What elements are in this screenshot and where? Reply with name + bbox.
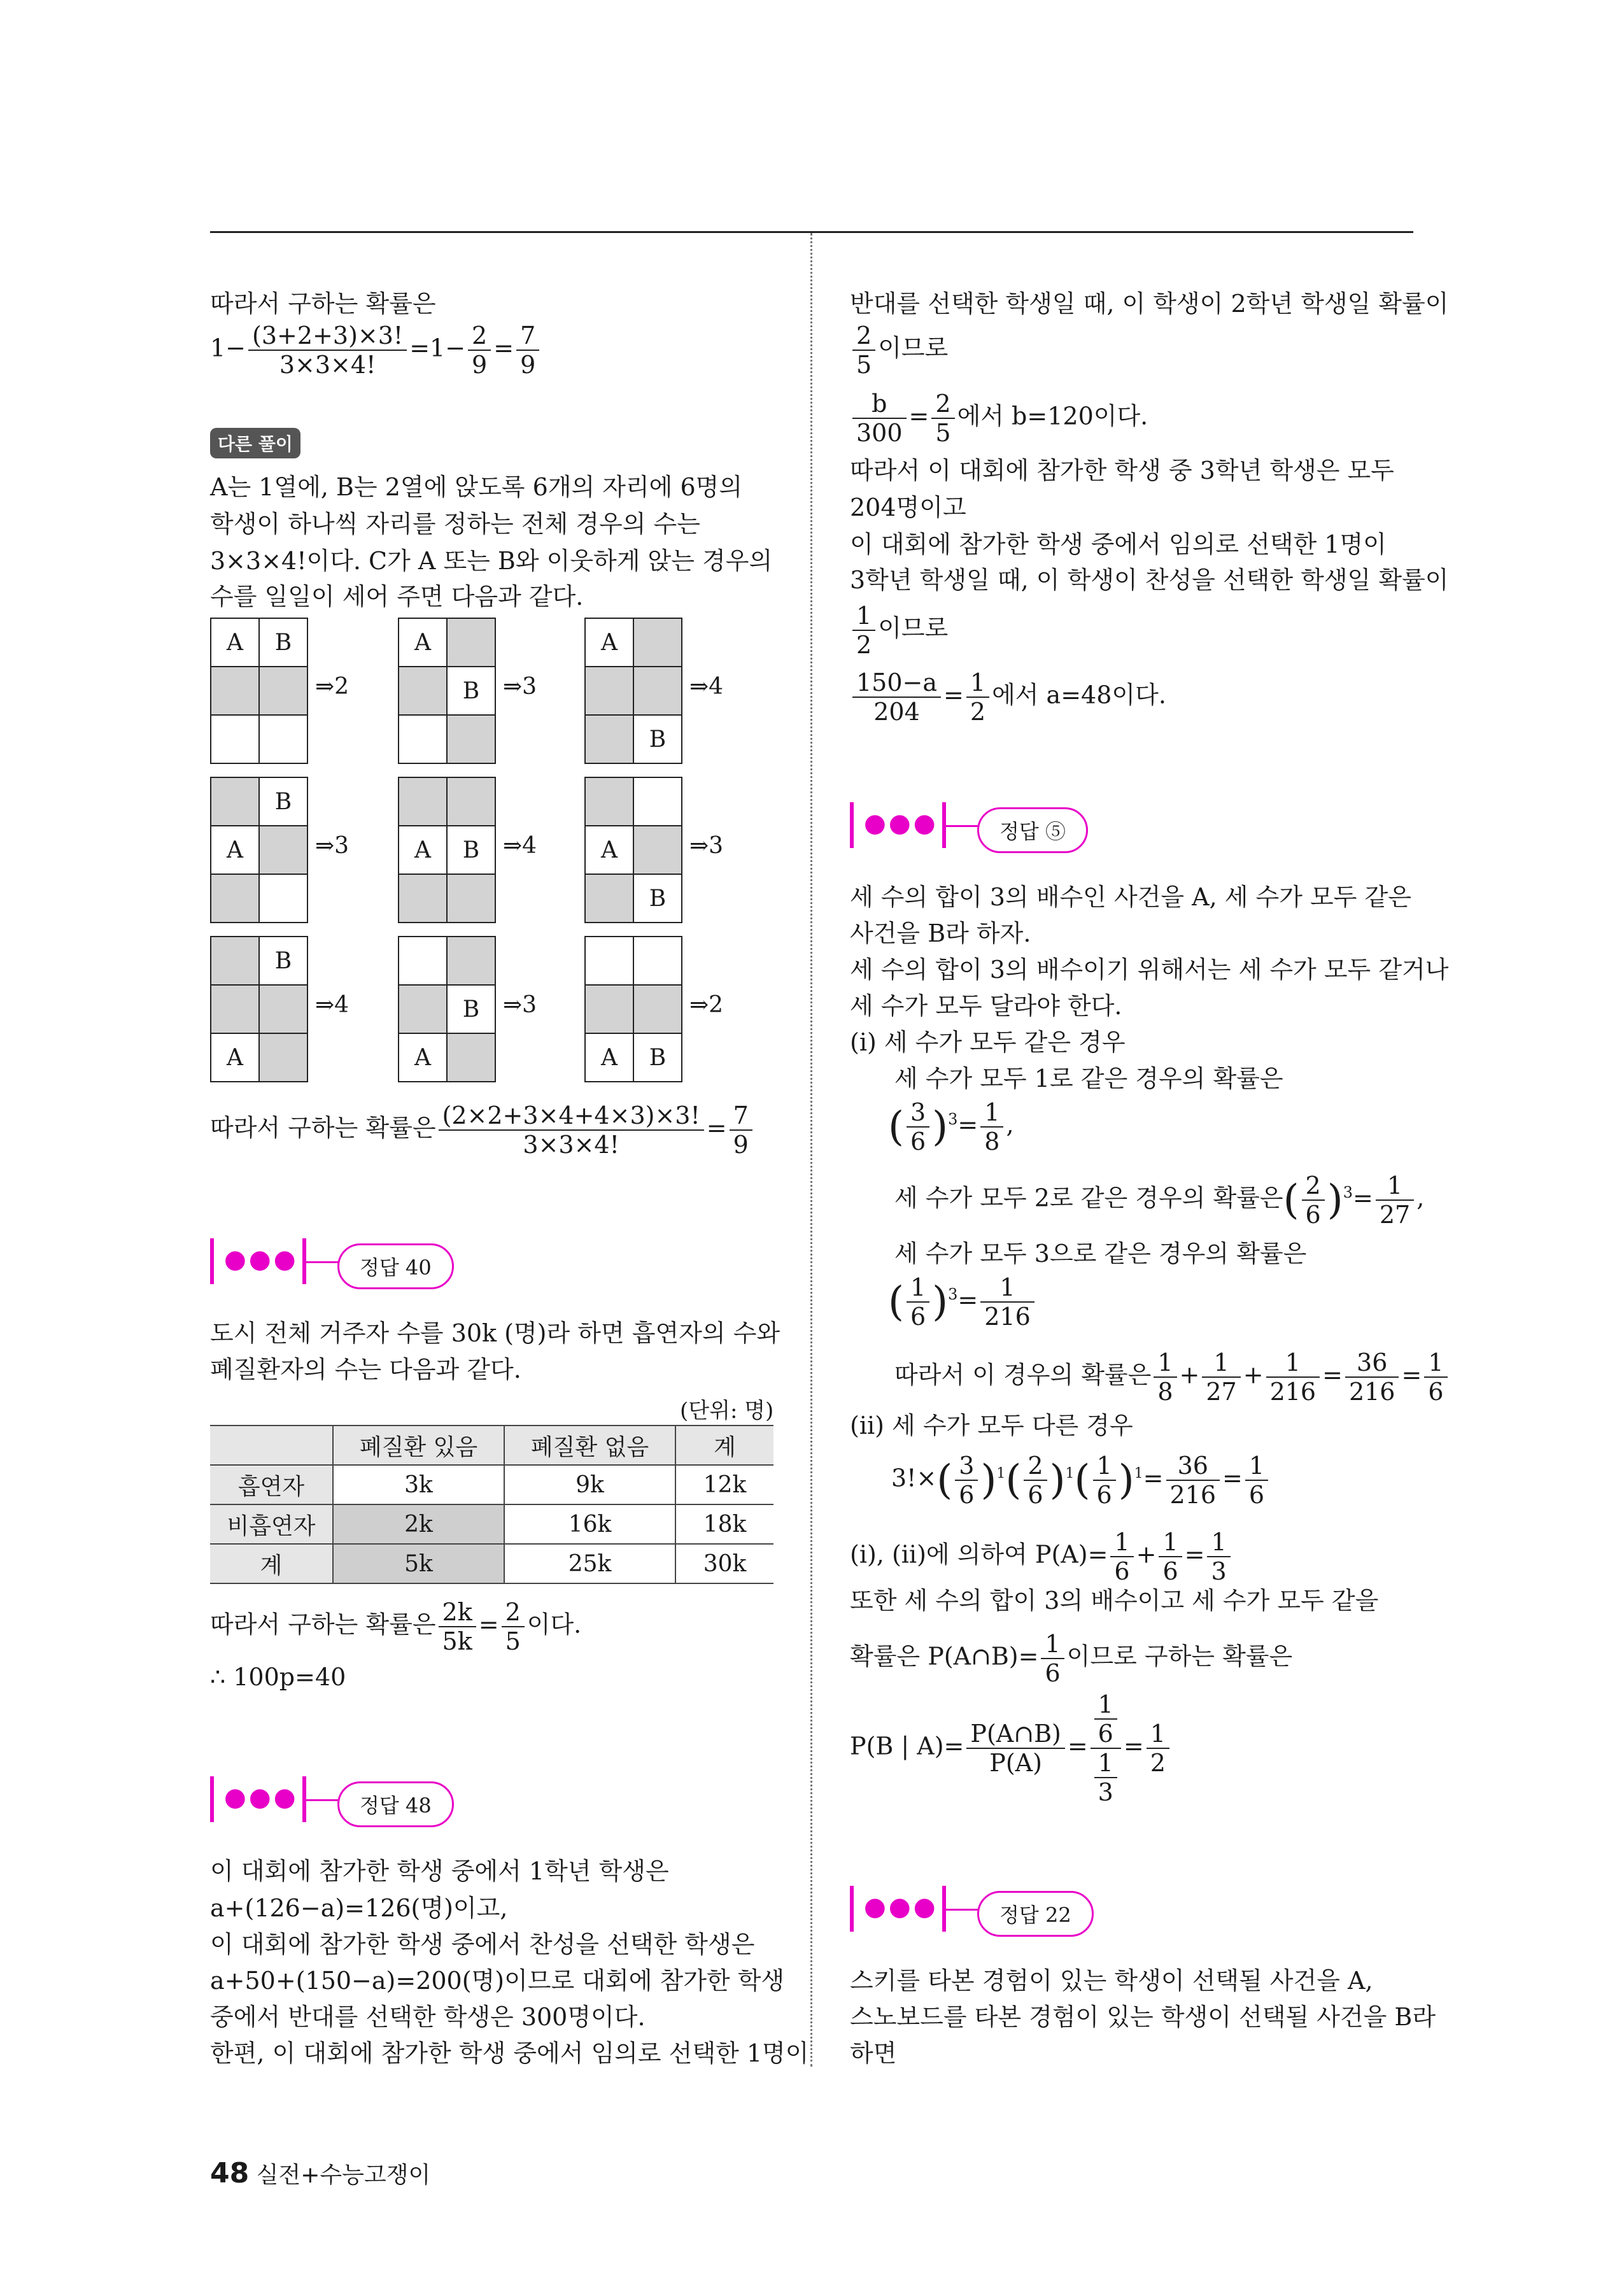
seat-cell: B bbox=[447, 667, 495, 715]
r-frac-3: $\frac{b}{300}$ = $\frac{2}{5}$ 에서 b=120이다. bbox=[850, 390, 1148, 447]
seat-cell bbox=[447, 874, 495, 923]
seat-cell bbox=[211, 777, 259, 826]
table-cell: 9k bbox=[504, 1465, 675, 1504]
seat-cell: A bbox=[399, 618, 447, 667]
seat-cell bbox=[211, 985, 259, 1033]
r-line-4b: 204명이고 bbox=[850, 493, 966, 521]
seat-cell bbox=[259, 826, 307, 874]
formula-3: 따라서 구하는 확률은 $\frac{2k}{5k}$ = $\frac{2}{5}$ 이다. bbox=[210, 1598, 582, 1655]
seat-cell: B bbox=[633, 715, 682, 763]
s5-line-3: 세 수의 합이 3의 배수이기 위해서는 세 수가 모두 같거나 bbox=[850, 956, 1449, 984]
seat-cell bbox=[633, 618, 682, 667]
seat-cell bbox=[585, 715, 633, 763]
seat-cell: A bbox=[211, 618, 259, 667]
seat-cell bbox=[259, 874, 307, 923]
table-cell: 30k bbox=[675, 1544, 773, 1583]
seat-cell bbox=[585, 937, 633, 985]
table-header: 폐질환 없음 bbox=[504, 1426, 675, 1465]
s48-line-6: 한편, 이 대회에 참가한 학생 중에서 임의로 선택한 1명이 bbox=[210, 2039, 809, 2067]
seat-cell bbox=[211, 667, 259, 715]
seat-cell bbox=[585, 874, 633, 923]
seat-cell bbox=[447, 618, 495, 667]
seat-cell bbox=[211, 715, 259, 763]
seat-cell bbox=[399, 667, 447, 715]
r-line-4d: 3학년 학생일 때, 이 학생이 찬성을 선택한 학생일 확률이 bbox=[850, 566, 1449, 594]
seat-cell bbox=[447, 777, 495, 826]
seat-cell bbox=[259, 715, 307, 763]
table-cell: 3k bbox=[333, 1465, 504, 1504]
seat-cell: A bbox=[399, 826, 447, 874]
pa-expr: (ⅰ), (ⅱ)에 의하여 P(A)= $\frac{1}{6}$ + $\frac{1}{6}$ = $\frac{1}{3}$ bbox=[850, 1528, 1233, 1585]
s48-line-2: a+(126−a)=126(명)이고, bbox=[210, 1894, 508, 1922]
seat-cell bbox=[399, 715, 447, 763]
table-row bbox=[210, 1465, 773, 1504]
answer-bar bbox=[210, 1776, 214, 1822]
count-arrow: ⇒2 bbox=[315, 674, 350, 700]
s5-line-4: 세 수가 모두 달라야 한다. bbox=[850, 992, 1122, 1020]
case-1-expr: ( $\frac{3}{6}$ )$^3$= $\frac{1}{8}$ , bbox=[888, 1098, 1014, 1156]
seat-cell: B bbox=[447, 985, 495, 1033]
formula-1: 1− $\frac{(3+2+3)\times 3!}{3\times 3\times 4!}$ =1− $\frac{2}{9}$ = $\frac{7}{9}$ bbox=[210, 322, 542, 379]
seat-cell bbox=[211, 874, 259, 923]
conclusion-40: ∴ 100p=40 bbox=[210, 1663, 346, 1691]
seat-grid bbox=[584, 936, 724, 1082]
row-label: 흡연자 bbox=[210, 1465, 333, 1504]
seat-grid bbox=[398, 618, 537, 764]
seat-cell bbox=[259, 667, 307, 715]
dots-icon: ●●● bbox=[224, 1783, 299, 1812]
seat-grid bbox=[210, 777, 350, 923]
count-arrow: ⇒4 bbox=[689, 674, 724, 700]
conditional-expr: P(B | A)= $\frac{P(A\cap B)}{P(A)}$ = $\frac{\frac{1}{6}}{\frac{1}{3}}$ = $\frac{1}{2}$ bbox=[850, 1690, 1172, 1806]
s5-line-5: (ⅰ) 세 수가 모두 같은 경우 bbox=[850, 1028, 1126, 1056]
case-3-label: 세 수가 모두 3으로 같은 경우의 확률은 bbox=[894, 1240, 1307, 1268]
r-line-4c: 이 대회에 참가한 학생 중에서 임의로 선택한 1명이 bbox=[850, 530, 1387, 558]
r-frac-6: $\frac{150-a}{204}$ = $\frac{1}{2}$ 에서 a=48이다. bbox=[850, 669, 1166, 726]
connector-line bbox=[306, 1261, 341, 1263]
seat-cell: B bbox=[259, 618, 307, 667]
s22-line-1: 스키를 타본 경험이 있는 학생이 선택될 사건을 A, bbox=[850, 1967, 1373, 1995]
page-footer bbox=[210, 2157, 430, 2190]
seat-cell: A bbox=[399, 1033, 447, 1082]
alt-line-1: A는 1열에, B는 2열에 앉도록 6개의 자리에 6명의 bbox=[210, 473, 743, 501]
s5-line-2: 사건을 B라 하자. bbox=[850, 919, 1031, 947]
seat-grid bbox=[210, 618, 350, 764]
alt-line-2: 학생이 하나씩 자리를 정하는 전체 경우의 수는 bbox=[210, 510, 700, 538]
dots-icon: ●●● bbox=[864, 809, 938, 838]
alt-solution-badge: 다른 풀이 bbox=[210, 428, 300, 458]
count-arrow: ⇒2 bbox=[689, 992, 724, 1018]
table-header: 계 bbox=[675, 1426, 773, 1465]
alt-line-3: 3×3×4!이다. C가 A 또는 B와 이웃하게 앉는 경우의 bbox=[210, 547, 773, 575]
answer-pill: 정답 40 bbox=[337, 1243, 454, 1289]
table-cell: 2k bbox=[333, 1504, 504, 1544]
answer-pill: 정답 22 bbox=[977, 1891, 1094, 1937]
count-arrow: ⇒3 bbox=[503, 992, 537, 1018]
table-cell: 16k bbox=[504, 1504, 675, 1544]
case-3-expr: ( $\frac{1}{6}$ )$^3$= $\frac{1}{216}$ bbox=[888, 1273, 1037, 1331]
seat-cell bbox=[399, 985, 447, 1033]
seat-cell bbox=[259, 985, 307, 1033]
page-number: 48 bbox=[210, 2157, 250, 2190]
connector-line bbox=[945, 825, 980, 827]
seat-cell bbox=[633, 667, 682, 715]
s48-line-1: 이 대회에 참가한 학생 중에서 1학년 학생은 bbox=[210, 1857, 669, 1885]
count-arrow: ⇒3 bbox=[689, 833, 724, 859]
seat-grid bbox=[210, 936, 350, 1082]
answer-bar bbox=[210, 1238, 214, 1284]
table-row bbox=[210, 1504, 773, 1544]
case-2-title: (ⅱ) 세 수가 모두 다른 경우 bbox=[850, 1411, 1133, 1440]
seat-cell bbox=[633, 937, 682, 985]
connector-line bbox=[945, 1909, 980, 1911]
seat-cell: B bbox=[447, 826, 495, 874]
case-diff-expr: 3!×( $\frac{3}{6}$ )$^1$( $\frac{2}{6}$ )$^1$( $\frac{1}{6}$ )$^1$= $\frac{36}{216}$ = $\frac{1}{6}$ bbox=[891, 1452, 1271, 1509]
s48-line-3: 이 대회에 참가한 학생 중에서 찬성을 선택한 학생은 bbox=[210, 1930, 755, 1958]
left-intro: 따라서 구하는 확률은 bbox=[210, 290, 436, 318]
data-table bbox=[210, 1425, 773, 1584]
seat-cell: B bbox=[259, 937, 307, 985]
s22-line-3: 하면 bbox=[850, 2039, 897, 2067]
connector-line bbox=[306, 1799, 341, 1801]
table-header bbox=[210, 1426, 333, 1465]
seat-grid bbox=[584, 777, 724, 923]
table-cell: 25k bbox=[504, 1544, 675, 1583]
s40-line-1: 도시 전체 거주자 수를 30k (명)라 하면 흡연자의 수와 bbox=[210, 1319, 780, 1347]
seat-cell bbox=[585, 985, 633, 1033]
alt-line-4: 수를 일일이 세어 주면 다음과 같다. bbox=[210, 583, 584, 611]
count-arrow: ⇒3 bbox=[315, 833, 350, 859]
seat-grid bbox=[398, 936, 537, 1082]
answer-pill: 정답 ⑤ bbox=[977, 807, 1088, 853]
seat-cell bbox=[585, 667, 633, 715]
seat-cell bbox=[259, 1033, 307, 1082]
seat-cell: B bbox=[259, 777, 307, 826]
r-line-4a: 따라서 이 대회에 참가한 학생 중 3학년 학생은 모두 bbox=[850, 456, 1394, 485]
seat-cell bbox=[399, 777, 447, 826]
line-also: 또한 세 수의 합이 3의 배수이고 세 수가 모두 같을 bbox=[850, 1587, 1379, 1615]
seat-cell: A bbox=[585, 618, 633, 667]
count-arrow: ⇒4 bbox=[315, 992, 350, 1018]
s40-line-2: 폐질환자의 수는 다음과 같다. bbox=[210, 1355, 521, 1383]
formula-2: 따라서 구하는 확률은 $\frac{(2\times 2+3\times 4+4\times 3)\times 3!}{3\times 3\times 4!}$ = $\frac{7}{9}$ bbox=[210, 1101, 755, 1159]
s48-line-5: 중에서 반대를 선택한 학생은 300명이다. bbox=[210, 2003, 646, 2031]
answer-bar bbox=[850, 802, 854, 848]
seat-cell bbox=[447, 1033, 495, 1082]
answer-pill: 정답 48 bbox=[337, 1781, 454, 1827]
s22-line-2: 스노보드를 타본 경험이 있는 학생이 선택될 사건을 B라 bbox=[850, 2003, 1436, 2031]
r-frac-2: $\frac{2}{5}$ 이므로 bbox=[850, 322, 948, 379]
s48-line-4: a+50+(150−a)=200(명)이므로 대회에 참가한 학생 bbox=[210, 1967, 785, 1995]
table-cell: 5k bbox=[333, 1544, 504, 1583]
table-cell: 18k bbox=[675, 1504, 773, 1544]
seat-cell bbox=[447, 937, 495, 985]
unit-label: (단위: 명) bbox=[680, 1398, 774, 1424]
table-row bbox=[210, 1544, 773, 1583]
table-cell: 12k bbox=[675, 1465, 773, 1504]
seat-grid bbox=[584, 618, 724, 764]
book-title: 실전+수능고쟁이 bbox=[256, 2162, 431, 2188]
case-sum-expr: 따라서 이 경우의 확률은 $\frac{1}{8}$ + $\frac{1}{27}$ + $\frac{1}{216}$ = $\frac{36}{216}$ = $\frac{1}{6}$ bbox=[894, 1348, 1450, 1406]
s5-line-1: 세 수의 합이 3의 배수인 사건을 A, 세 수가 모두 같은 bbox=[850, 883, 1411, 911]
column-divider bbox=[810, 233, 812, 2067]
seat-cell bbox=[447, 715, 495, 763]
seat-cell: A bbox=[211, 1033, 259, 1082]
case-2-expr: 세 수가 모두 2로 같은 경우의 확률은( $\frac{2}{6}$ )$^3$= $\frac{1}{27}$ , bbox=[894, 1171, 1425, 1229]
seat-cell bbox=[399, 874, 447, 923]
row-label: 계 bbox=[210, 1544, 333, 1583]
row-label: 비흡연자 bbox=[210, 1504, 333, 1544]
seat-cell bbox=[585, 777, 633, 826]
table-header: 폐질환 있음 bbox=[333, 1426, 504, 1465]
count-arrow: ⇒3 bbox=[503, 674, 537, 700]
seat-cell bbox=[633, 826, 682, 874]
answer-bar bbox=[850, 1886, 854, 1932]
seat-cell: A bbox=[585, 1033, 633, 1082]
dots-icon: ●●● bbox=[224, 1245, 299, 1274]
seat-cell bbox=[211, 937, 259, 985]
seat-cell bbox=[633, 985, 682, 1033]
seat-cell: A bbox=[585, 826, 633, 874]
s5-line-6: 세 수가 모두 1로 같은 경우의 확률은 bbox=[894, 1065, 1283, 1093]
seat-cell: B bbox=[633, 874, 682, 923]
r-frac-5: $\frac{1}{2}$ 이므로 bbox=[850, 602, 948, 659]
seat-cell: A bbox=[211, 826, 259, 874]
count-arrow: ⇒4 bbox=[503, 833, 537, 859]
dots-icon: ●●● bbox=[864, 1892, 938, 1921]
pab-expr: 확률은 P(A∩B)= $\frac{1}{6}$ 이므로 구하는 확률은 bbox=[850, 1630, 1293, 1687]
seat-cell: B bbox=[633, 1033, 682, 1082]
seat-cell bbox=[633, 777, 682, 826]
seat-grid bbox=[398, 777, 537, 923]
seat-cell bbox=[399, 937, 447, 985]
r-line-1: 반대를 선택한 학생일 때, 이 학생이 2학년 학생일 확률이 bbox=[850, 290, 1449, 318]
